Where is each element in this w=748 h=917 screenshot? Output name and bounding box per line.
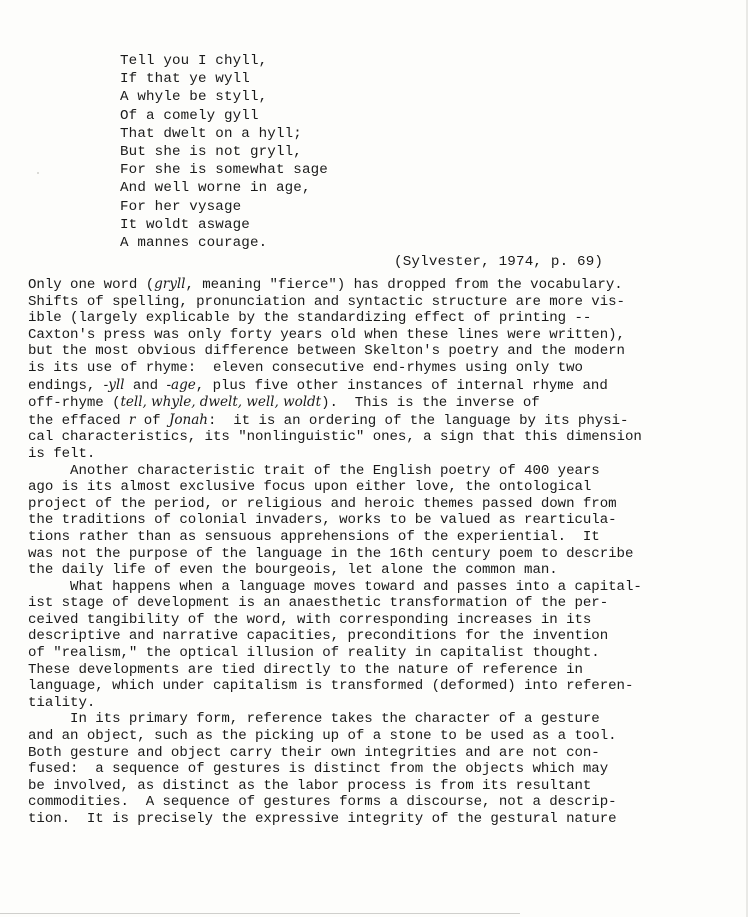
text-line: fused: a sequence of gestures is distinct from the objects which may <box>28 761 609 778</box>
text-line: What happens when a language moves toward and passes into a capital- <box>28 578 642 595</box>
text-line: endings, -yll and -age, plus five other instances of internal rhyme and <box>28 376 608 394</box>
text-line: tion. It is precisely the expressive integrity of the gestural nature <box>28 811 617 827</box>
text-line: ible (largely explicable by the standardizing effect of printing -- <box>28 310 592 327</box>
text-line: ceived tangibility of the word, with corresponding increases in its <box>28 611 592 628</box>
text-line: tions rather than as sensuous apprehensions of the experiential. It <box>28 528 600 545</box>
text-line: cal characteristics, its "nonlinguistic" ones, a sign that this dimension <box>28 429 642 446</box>
poem-line: A mannes courage. <box>120 235 268 252</box>
text-line: ago is its almost exclusive focus upon either love, the ontological <box>28 479 592 496</box>
text-line: and an object, such as the picking up of a stone to be used as a tool. <box>28 728 617 745</box>
text-line: commodities. A sequence of gestures forms a discourse, not a descrip- <box>28 794 617 811</box>
text-line: tiality. <box>28 694 96 711</box>
text-line: but the most obvious difference between Skelton's poetry and the modern <box>28 343 625 360</box>
text-line: In its primary form, reference takes the character of a gesture <box>28 711 600 728</box>
text-line: of "realism," the optical illusion of reality in capitalist thought. <box>28 645 600 662</box>
poem-line: A whyle be styll, <box>120 89 268 106</box>
text-line: the traditions of colonial invaders, works to be valued as rearticula- <box>28 512 617 529</box>
text-line: ist stage of development is an anaesthetic transformation of the per- <box>28 595 609 612</box>
text-line: Caxton's press was only forty years old when these lines were written), <box>28 326 625 343</box>
poem-line: But she is not gryll, <box>120 144 302 161</box>
paragraph-2 <box>28 463 688 579</box>
italic-word: Jonah <box>169 411 208 428</box>
text-line: project of the period, or religious and heroic themes passed down from <box>28 495 617 512</box>
text-line: be involved, as distinct as the labor process is from its resultant <box>28 777 592 794</box>
text-line: language, which under capitalism is transformed (deformed) into referen- <box>28 678 634 695</box>
poem-line: And well worne in age, <box>120 180 311 197</box>
italic-word: -yll <box>103 376 125 393</box>
poem-citation: (Sylvester, 1974, p. 69) <box>394 254 604 270</box>
poem-line: It woldt aswage <box>120 216 250 233</box>
text-line: These developments are tied directly to the nature of reference in <box>28 661 583 678</box>
paragraph-1 <box>28 276 688 463</box>
italic-word: gryll <box>154 276 186 292</box>
poem-line: If that ye wyll <box>120 71 250 88</box>
text-line: the daily life of even the bourgeois, let alone the common man. <box>28 562 558 579</box>
page-edge-bottom <box>0 913 520 914</box>
text-line: is felt. <box>28 445 96 462</box>
poem-block <box>120 52 328 252</box>
text-line: descriptive and narrative capacities, preconditions for the invention <box>28 628 609 645</box>
text-line: Both gesture and object carry their own integrities and are not con- <box>28 744 600 761</box>
poem-line: For she is somewhat sage <box>120 162 328 179</box>
scan-speck <box>37 172 39 174</box>
paragraph-3 <box>28 579 688 712</box>
text-line: was not the purpose of the language in the 16th century poem to describe <box>28 545 634 562</box>
text-line: is its use of rhyme: eleven consecutive end-rhymes using only two <box>28 359 583 376</box>
poem-line: For her vysage <box>120 198 242 215</box>
italic-word: tell, whyle, dwelt, well, woldt <box>120 394 322 411</box>
poem-line: That dwelt on a hyll; <box>120 125 302 142</box>
text-line: Only one word (gryll, meaning "fierce") has dropped from the vocabulary. <box>28 276 623 293</box>
poem-line: Of a comely gyll <box>120 107 259 124</box>
italic-word: r <box>128 411 136 428</box>
body-text <box>28 276 688 828</box>
text-line: Shifts of spelling, pronunciation and syntactic structure are more vis- <box>28 293 625 310</box>
text-line: Another characteristic trait of the English poetry of 400 years <box>28 462 600 479</box>
italic-word: -age <box>166 376 196 393</box>
paragraph-4 <box>28 711 688 827</box>
text-line: the effaced r of Jonah: it is an ordering of the language by its physi- <box>28 411 629 429</box>
text-line: off-rhyme (tell, whyle, dwelt, well, woldt). This is the inverse of <box>28 394 540 412</box>
poem-line: Tell you I chyll, <box>120 53 268 69</box>
